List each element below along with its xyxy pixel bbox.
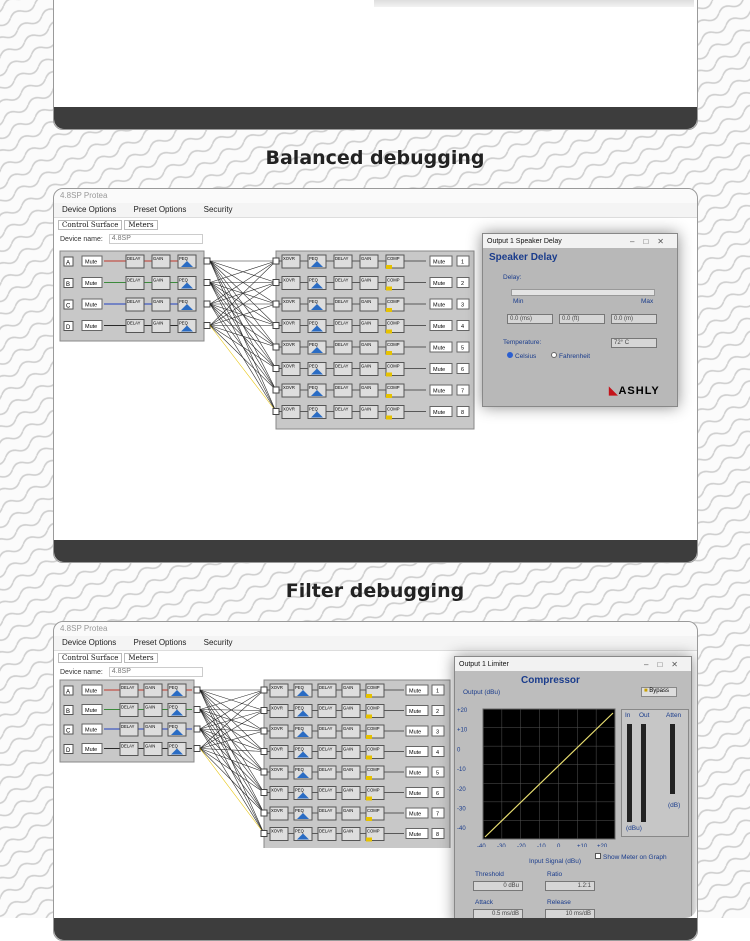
comp-indicator	[366, 797, 372, 801]
device-name-label: Device name:	[60, 235, 103, 243]
output-node	[261, 749, 267, 755]
ratio-field[interactable]: 1.2:1	[545, 881, 595, 891]
output-label: 2	[436, 709, 440, 715]
dsp-block-label[interactable]: DELAY	[127, 299, 141, 304]
dsp-block-label[interactable]: XOVR	[283, 320, 295, 326]
menu-security[interactable]: Security	[203, 638, 233, 647]
window-title: 4.8SP Protea	[54, 622, 697, 636]
mute-label[interactable]: Mute	[409, 709, 422, 715]
comp-indicator	[386, 416, 392, 420]
dsp-block-label[interactable]: COMP	[387, 406, 400, 412]
caption-balanced: Balanced debugging	[265, 147, 485, 169]
mute-label[interactable]: Mute	[433, 324, 446, 330]
view-tabs	[54, 218, 697, 232]
y-tick-label: -10	[457, 767, 466, 774]
comp-indicator	[366, 715, 372, 719]
output-node	[261, 769, 267, 775]
mute-label[interactable]: Mute	[409, 750, 422, 756]
ratio-label: Ratio	[547, 871, 563, 878]
dsp-block-label[interactable]: GAIN	[361, 363, 372, 369]
transfer-curve-graph[interactable]	[455, 697, 623, 847]
x-tick-label: -20	[517, 844, 526, 847]
dsp-block-label[interactable]: COMP	[367, 746, 380, 752]
temperature-label: Temperature:	[503, 339, 542, 346]
dialog-title: Output 1 Limiter	[459, 660, 509, 668]
dsp-block-label[interactable]: PEQ	[309, 363, 318, 369]
input-label: C	[66, 728, 71, 735]
dsp-block-label[interactable]: GAIN	[343, 767, 354, 772]
window-controls[interactable]: –□✕	[630, 236, 673, 246]
mute-label[interactable]: Mute	[409, 791, 422, 797]
dsp-block-label[interactable]: GAIN	[343, 705, 354, 711]
crosspoint-line	[200, 729, 264, 834]
dsp-block-label[interactable]: PEQ	[295, 705, 304, 711]
dsp-block-label[interactable]: PEQ	[295, 767, 304, 772]
crosspoint-line	[200, 710, 264, 834]
dsp-block-label[interactable]: PEQ	[295, 787, 304, 793]
attack-field[interactable]: 0.5 ms/dB	[473, 909, 523, 918]
output-label: 8	[436, 832, 440, 838]
celsius-label: Celsius	[515, 353, 537, 360]
dsp-block-label[interactable]: GAIN	[145, 704, 156, 710]
dsp-block-label[interactable]: GAIN	[343, 808, 354, 813]
x-tick-label: -30	[497, 844, 506, 847]
dsp-block-label[interactable]: XOVR	[283, 406, 295, 412]
mute-label[interactable]: Mute	[433, 367, 446, 373]
bypass-label: Bypass	[649, 688, 669, 694]
device-name-field[interactable]: 4.8SP	[109, 234, 203, 244]
dsp-block-label[interactable]: PEQ	[295, 808, 304, 813]
input-node	[194, 726, 200, 732]
show-meter-checkbox[interactable]	[595, 853, 667, 861]
crosspoint-line	[200, 690, 264, 813]
dsp-block-label[interactable]: DELAY	[319, 726, 333, 731]
dsp-block-label[interactable]: DELAY	[335, 385, 349, 390]
input-label: B	[66, 709, 71, 715]
mute-label[interactable]: Mute	[433, 302, 446, 309]
threshold-field[interactable]: 0 dBu	[473, 881, 523, 891]
device-name-label: Device name:	[60, 668, 103, 676]
dsp-block-label[interactable]: DELAY	[121, 724, 135, 729]
output-node	[273, 301, 279, 307]
menu-device-options[interactable]: Device Options	[62, 638, 117, 647]
x-tick-label: -40	[477, 844, 486, 847]
delay-label: Delay:	[503, 274, 522, 281]
dsp-block-label[interactable]: PEQ	[179, 277, 188, 283]
output-label: 4	[461, 324, 465, 330]
comp-indicator	[386, 265, 392, 269]
dsp-block-label[interactable]: DELAY	[121, 704, 135, 710]
crosspoint-line	[210, 283, 276, 412]
dsp-block-label[interactable]: DELAY	[335, 363, 349, 369]
x-tick-label: 0	[557, 844, 561, 847]
tab-control-surface[interactable]: Control Surface	[58, 653, 122, 663]
dsp-block-label[interactable]: PEQ	[309, 277, 318, 283]
comp-indicator	[386, 373, 392, 377]
dsp-block-label[interactable]: GAIN	[361, 385, 372, 390]
dsp-block-label[interactable]: COMP	[367, 828, 380, 834]
output-label: 5	[461, 345, 465, 352]
input-axis-label: Input Signal (dBu)	[529, 858, 582, 865]
dialog-titlebar	[483, 234, 677, 248]
crosspoint-line	[200, 690, 264, 772]
y-tick-label: -40	[457, 826, 466, 833]
mute-label[interactable]: Mute	[409, 729, 422, 736]
speaker-delay-dialog	[482, 233, 678, 407]
comp-indicator	[366, 756, 372, 760]
output-node	[261, 708, 267, 714]
dsp-block-label[interactable]: DELAY	[335, 299, 349, 304]
device-name-field[interactable]: 4.8SP	[109, 667, 203, 677]
menu-preset-options[interactable]: Preset Options	[133, 638, 187, 647]
menu-bar	[54, 203, 697, 218]
dsp-block-label[interactable]: GAIN	[343, 726, 354, 731]
menu-bar	[54, 636, 697, 651]
tab-control-surface[interactable]: Control Surface	[58, 220, 122, 230]
y-tick-label: +20	[457, 708, 468, 714]
signal-routing-diagram	[54, 249, 484, 439]
dialog-title: Output 1 Speaker Delay	[487, 237, 562, 245]
input-node	[194, 707, 200, 713]
output-node	[273, 258, 279, 264]
dsp-block-label[interactable]: PEQ	[295, 726, 304, 731]
dsp-block-label[interactable]: DELAY	[319, 787, 333, 793]
limiter-dialog	[454, 656, 692, 918]
mute-label[interactable]: Mute	[409, 811, 422, 818]
dsp-block-label[interactable]: DELAY	[127, 256, 141, 261]
dialog-heading: Compressor	[521, 675, 580, 686]
input-node	[204, 301, 210, 307]
window-controls[interactable]: –□✕	[644, 659, 687, 669]
input-node	[204, 258, 210, 264]
fahrenheit-label: Fahrenheit	[559, 353, 591, 360]
output-label: 7	[436, 811, 440, 818]
dsp-block-label[interactable]: PEQ	[169, 743, 178, 749]
output-label: 5	[436, 770, 440, 777]
input-node	[204, 280, 210, 286]
signal-routing-diagram	[54, 678, 454, 848]
dsp-block-label[interactable]: PEQ	[169, 704, 178, 710]
dialog-shadow-fragment	[374, 0, 694, 7]
dialog-heading: Speaker Delay	[489, 252, 558, 263]
dsp-block-label[interactable]: XOVR	[283, 299, 295, 304]
dsp-block-label[interactable]: PEQ	[169, 724, 178, 729]
dsp-block-label[interactable]: DELAY	[319, 705, 333, 711]
show-meter-label: Show Meter on Graph	[603, 854, 667, 861]
threshold-label: Threshold	[475, 871, 504, 878]
fahrenheit-radio[interactable]	[551, 352, 590, 360]
dsp-block-label[interactable]: GAIN	[361, 256, 372, 261]
output-node	[273, 344, 279, 350]
attack-label: Attack	[475, 899, 494, 906]
dsp-block-label[interactable]: GAIN	[361, 277, 372, 283]
mute-label[interactable]: Mute	[433, 259, 446, 266]
output-label: 4	[436, 750, 440, 756]
delay-ft-field[interactable]: 0.0 (ft)	[559, 314, 605, 324]
meter-atten-label: Atten	[666, 712, 682, 719]
menu-device-options[interactable]: Device Options	[62, 205, 117, 214]
crosspoint-line	[200, 749, 264, 793]
input-label: B	[66, 282, 71, 288]
y-tick-label: +10	[457, 727, 468, 734]
dsp-block-label[interactable]: PEQ	[309, 406, 318, 412]
meter-out-bar	[641, 724, 646, 822]
dsp-block-label[interactable]: XOVR	[271, 767, 283, 772]
dsp-block-label[interactable]: PEQ	[309, 299, 318, 304]
meter-panel	[621, 709, 689, 837]
output-node	[273, 280, 279, 286]
mute-label[interactable]: Mute	[433, 345, 446, 352]
dsp-block-label[interactable]: GAIN	[153, 256, 164, 261]
comp-indicator	[366, 817, 372, 821]
mute-label[interactable]: Mute	[85, 747, 98, 753]
delay-m-field[interactable]: 0.0 (m)	[611, 314, 657, 324]
menu-security[interactable]: Security	[203, 205, 233, 214]
meter-in-label: In	[625, 712, 631, 719]
dsp-block-label[interactable]: XOVR	[283, 342, 295, 347]
dsp-block-label[interactable]: XOVR	[271, 828, 283, 834]
crosspoint-line	[200, 711, 264, 730]
celsius-radio[interactable]	[507, 352, 536, 360]
mute-label[interactable]: Mute	[409, 832, 422, 838]
output-label: 1	[461, 259, 465, 266]
balanced-screenshot-card	[53, 188, 698, 563]
output-node	[261, 728, 267, 734]
output-label: 3	[436, 729, 440, 736]
crosspoint-line	[200, 729, 264, 772]
meter-atten-bar	[670, 724, 675, 794]
dsp-block-label[interactable]: XOVR	[271, 726, 283, 731]
dsp-block-label[interactable]: GAIN	[343, 746, 354, 752]
dsp-block-label[interactable]: COMP	[387, 256, 400, 261]
dsp-block-label[interactable]: GAIN	[361, 342, 372, 347]
output-label: 6	[461, 367, 465, 373]
dsp-block-label[interactable]: GAIN	[343, 685, 354, 690]
dsp-block-label[interactable]: GAIN	[145, 724, 156, 729]
input-label: C	[66, 303, 71, 310]
mute-label[interactable]: Mute	[433, 388, 446, 395]
x-tick-label: +20	[597, 844, 608, 847]
dsp-block-label[interactable]: DELAY	[335, 320, 349, 326]
dsp-block-label[interactable]: PEQ	[309, 342, 318, 347]
dsp-block-label[interactable]: XOVR	[283, 363, 295, 369]
y-tick-label: -20	[457, 786, 466, 793]
dsp-block-label[interactable]: PEQ	[169, 685, 178, 690]
mute-label[interactable]: Mute	[85, 688, 98, 695]
dsp-block-label[interactable]: DELAY	[335, 277, 349, 283]
tab-meters[interactable]: Meters	[124, 220, 157, 230]
max-label: Max	[641, 298, 654, 305]
dsp-block-label[interactable]: PEQ	[179, 256, 188, 261]
balanced-app-window	[54, 189, 697, 540]
output-label: 6	[436, 791, 440, 797]
y-tick-label: -30	[457, 806, 466, 813]
menu-preset-options[interactable]: Preset Options	[133, 205, 187, 214]
dsp-block-label[interactable]: DELAY	[335, 256, 349, 261]
input-label: D	[66, 325, 71, 331]
dsp-block-label[interactable]: DELAY	[319, 767, 333, 772]
dsp-block-label[interactable]: GAIN	[361, 320, 372, 326]
dsp-block-label[interactable]: COMP	[367, 685, 380, 690]
dsp-block-label[interactable]: GAIN	[153, 299, 164, 304]
dsp-block-label[interactable]: COMP	[387, 277, 400, 283]
comp-indicator	[366, 838, 372, 842]
dsp-block-label[interactable]: PEQ	[179, 320, 188, 326]
input-label: A	[66, 260, 71, 267]
dsp-block-label[interactable]: COMP	[367, 705, 380, 711]
tab-meters[interactable]: Meters	[124, 653, 157, 663]
meter-atten-unit: (dB)	[668, 802, 681, 809]
dsp-block-label[interactable]: GAIN	[361, 406, 372, 412]
filter-app-window	[54, 622, 697, 918]
input-label: D	[66, 748, 71, 754]
input-node	[194, 687, 200, 693]
output-label: 2	[461, 281, 465, 287]
meter-in-bar	[627, 724, 632, 822]
dsp-block-label[interactable]: DELAY	[319, 746, 333, 752]
dsp-block-label[interactable]: COMP	[387, 299, 400, 304]
meter-unit: (dBu)	[626, 825, 642, 832]
min-label: Min	[513, 298, 524, 305]
dsp-block-label[interactable]: DELAY	[319, 685, 333, 690]
dsp-block-label[interactable]: GAIN	[153, 277, 164, 283]
dsp-block-label[interactable]: XOVR	[271, 808, 283, 813]
output-node	[273, 387, 279, 393]
dsp-block-label[interactable]: DELAY	[121, 743, 135, 749]
caption-filter: Filter debugging	[285, 580, 465, 602]
y-tick-label: 0	[457, 747, 461, 754]
dsp-block-label[interactable]: XOVR	[271, 746, 283, 752]
output-label: 8	[461, 410, 465, 416]
input-node	[194, 746, 200, 752]
release-field[interactable]: 10 ms/dB	[545, 909, 595, 918]
release-label: Release	[547, 899, 571, 906]
window-title: 4.8SP Protea	[54, 189, 697, 203]
crosspoint-line	[200, 690, 264, 752]
dsp-block-label[interactable]: XOVR	[271, 685, 283, 690]
dsp-block-label[interactable]: PEQ	[295, 746, 304, 752]
dsp-block-label[interactable]: PEQ	[179, 299, 188, 304]
mute-label[interactable]: Mute	[409, 770, 422, 777]
dsp-block-label[interactable]: XOVR	[283, 277, 295, 283]
dsp-block-label[interactable]: PEQ	[309, 385, 318, 390]
dsp-block-label[interactable]: GAIN	[343, 787, 354, 793]
mute-label[interactable]: Mute	[85, 727, 98, 734]
comp-indicator	[386, 351, 392, 355]
crosspoint-line	[210, 326, 276, 412]
mute-label[interactable]: Mute	[85, 708, 98, 714]
x-tick-label: +10	[577, 844, 588, 847]
mute-label[interactable]: Mute	[433, 410, 446, 416]
output-axis-label: Output (dBu)	[463, 689, 501, 696]
comp-indicator	[386, 308, 392, 312]
dsp-block-label[interactable]: XOVR	[283, 256, 295, 261]
mute-label[interactable]: Mute	[85, 302, 98, 309]
filter-screenshot-card	[53, 621, 698, 941]
comp-indicator	[386, 287, 392, 291]
dsp-block-label[interactable]: COMP	[367, 726, 380, 731]
mute-label[interactable]: Mute	[85, 324, 98, 330]
dsp-block-label[interactable]: XOVR	[271, 787, 283, 793]
dsp-block-label[interactable]: XOVR	[271, 705, 283, 711]
output-node	[273, 366, 279, 372]
temperature-field[interactable]: 72° C	[611, 338, 657, 348]
dsp-block-label[interactable]: DELAY	[127, 320, 141, 326]
crosspoint-line	[210, 304, 276, 412]
mute-label[interactable]: Mute	[85, 259, 98, 266]
output-label: 7	[461, 388, 465, 395]
crosspoint-line	[210, 261, 276, 369]
dsp-block-label[interactable]: COMP	[387, 363, 400, 369]
dsp-block-label[interactable]: COMP	[387, 320, 400, 326]
dialog-titlebar	[455, 657, 691, 671]
dsp-block-label[interactable]: PEQ	[309, 256, 318, 261]
comp-indicator	[386, 394, 392, 398]
meter-out-label: Out	[639, 712, 650, 719]
output-node	[261, 687, 267, 693]
dsp-block-label[interactable]: DELAY	[127, 277, 141, 283]
dsp-block-label[interactable]: XOVR	[283, 385, 295, 390]
mute-label[interactable]: Mute	[85, 281, 98, 287]
top-screenshot-content	[54, 0, 697, 107]
dsp-block-label[interactable]: PEQ	[309, 320, 318, 326]
output-node	[261, 831, 267, 837]
dsp-block-label[interactable]: GAIN	[145, 685, 156, 690]
input-label: A	[66, 689, 71, 696]
dsp-block-label[interactable]: PEQ	[295, 685, 304, 690]
dsp-block-label[interactable]: GAIN	[343, 828, 354, 834]
crosspoint-line	[210, 261, 276, 412]
mute-label[interactable]: Mute	[409, 688, 422, 695]
input-node	[204, 323, 210, 329]
mute-label[interactable]: Mute	[433, 281, 446, 287]
output-node	[261, 810, 267, 816]
top-screenshot-card	[53, 0, 698, 130]
delay-ms-field[interactable]: 0.0 (ms)	[507, 314, 553, 324]
dsp-block-label[interactable]: PEQ	[295, 828, 304, 834]
dsp-block-label[interactable]: COMP	[367, 808, 380, 813]
ashly-logo: ◣ASHLY	[609, 385, 660, 397]
dsp-block-label[interactable]: DELAY	[319, 808, 333, 813]
output-label: 3	[461, 302, 465, 309]
bypass-button[interactable]: ■ Bypass	[641, 687, 677, 697]
dsp-block-label[interactable]: GAIN	[361, 299, 372, 304]
comp-indicator	[386, 330, 392, 334]
dsp-block-label[interactable]: GAIN	[153, 320, 164, 326]
output-node	[273, 409, 279, 415]
output-node	[261, 790, 267, 796]
crosspoint-line	[200, 690, 264, 834]
dsp-block-label[interactable]: COMP	[367, 767, 380, 772]
dsp-block-label[interactable]: COMP	[387, 385, 400, 390]
dsp-block-label[interactable]: DELAY	[335, 342, 349, 347]
comp-indicator	[366, 694, 372, 698]
crosspoint-line	[200, 729, 264, 752]
dsp-block-label[interactable]: DELAY	[121, 685, 135, 690]
comp-indicator	[366, 776, 372, 780]
output-label: 1	[436, 688, 440, 695]
dsp-block-label[interactable]: COMP	[367, 787, 380, 793]
output-node	[273, 323, 279, 329]
dsp-block-label[interactable]: COMP	[387, 342, 400, 347]
dsp-block-label[interactable]: GAIN	[145, 743, 156, 749]
dsp-block-label[interactable]: DELAY	[335, 406, 349, 412]
x-tick-label: -10	[537, 844, 546, 847]
dsp-block-label[interactable]: DELAY	[319, 828, 333, 834]
comp-indicator	[366, 735, 372, 739]
delay-slider[interactable]	[511, 289, 655, 296]
